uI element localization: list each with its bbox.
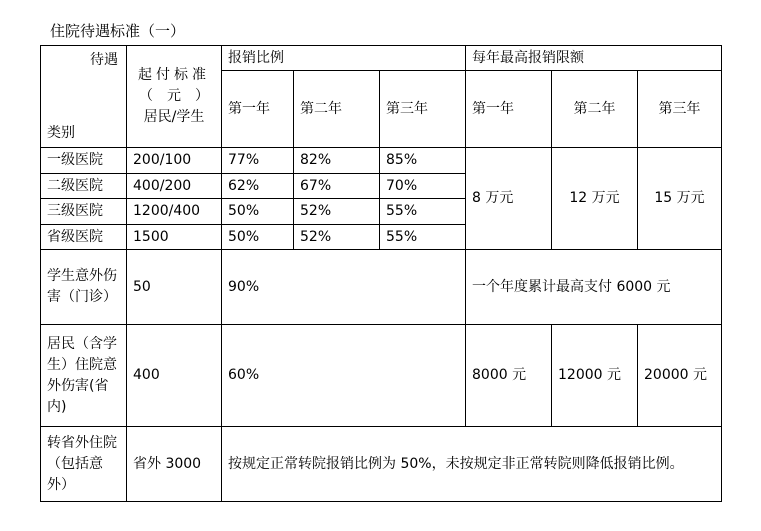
student-injury-category: 学生意外伤害（门诊） <box>41 250 127 325</box>
deductible-header-line2: （ 元 ） <box>139 88 209 104</box>
ratio-year2-header: 第二年 <box>294 71 380 148</box>
resident-injury-limit-year1: 8000 元 <box>466 325 552 427</box>
hospital-ratio-year2: 52% <box>294 225 380 250</box>
ratio-year1-header: 第一年 <box>222 71 294 148</box>
student-injury-ratio: 90% <box>222 250 466 325</box>
corner-header-cell <box>41 46 127 148</box>
hospital-ratio-year2: 82% <box>294 148 380 174</box>
resident-injury-ratio: 60% <box>222 325 466 427</box>
hospital-deductible: 1200/400 <box>127 199 222 225</box>
treatment-standard-table <box>40 45 722 502</box>
hospital-category: 一级医院 <box>41 148 127 174</box>
resident-injury-deductible: 400 <box>127 325 222 427</box>
limit-year2-header: 第二年 <box>552 71 638 148</box>
ratio-group-header: 报销比例 <box>222 46 466 71</box>
hospital-category: 省级医院 <box>41 225 127 250</box>
table-row <box>41 325 722 427</box>
hospital-ratio-year1: 62% <box>222 174 294 199</box>
transfer-deductible: 省外 3000 <box>127 427 222 502</box>
limit-year1-header: 第一年 <box>466 71 552 148</box>
resident-injury-limit-year2: 12000 元 <box>552 325 638 427</box>
hospital-ratio-year2: 67% <box>294 174 380 199</box>
limit-group-header: 每年最高报销限额 <box>466 46 722 71</box>
hospital-category: 三级医院 <box>41 199 127 225</box>
transfer-category: 转省外住院（包括意外） <box>41 427 127 502</box>
student-injury-limit: 一个年度累计最高支付 6000 元 <box>466 250 722 325</box>
resident-injury-category: 居民（含学生）住院意外伤害(省内) <box>41 325 127 427</box>
deductible-header <box>127 46 222 148</box>
hospital-limit-year1: 8 万元 <box>466 148 552 250</box>
table-row <box>41 427 722 502</box>
hospital-deductible: 400/200 <box>127 174 222 199</box>
corner-header-top: 待遇 <box>90 52 118 68</box>
page-title: 住院待遇标准（一） <box>50 22 186 40</box>
hospital-ratio-year2: 52% <box>294 199 380 225</box>
hospital-limit-year2: 12 万元 <box>552 148 638 250</box>
hospital-deductible: 1500 <box>127 225 222 250</box>
hospital-ratio-year3: 70% <box>380 174 466 199</box>
table-row <box>41 250 722 325</box>
header-row-1 <box>41 46 722 71</box>
limit-year3-header: 第三年 <box>638 71 722 148</box>
deductible-header-line3: 居民/学生 <box>143 109 205 125</box>
ratio-year3-header: 第三年 <box>380 71 466 148</box>
hospital-ratio-year1: 77% <box>222 148 294 174</box>
transfer-note: 按规定正常转院报销比例为 50%，未按规定非正常转院则降低报销比例。 <box>222 427 722 502</box>
corner-header-bottom: 类别 <box>47 125 75 141</box>
table-row <box>41 148 722 174</box>
student-injury-deductible: 50 <box>127 250 222 325</box>
hospital-category: 二级医院 <box>41 174 127 199</box>
hospital-ratio-year3: 85% <box>380 148 466 174</box>
hospital-ratio-year3: 55% <box>380 225 466 250</box>
hospital-limit-year3: 15 万元 <box>638 148 722 250</box>
resident-injury-limit-year3: 20000 元 <box>638 325 722 427</box>
hospital-ratio-year3: 55% <box>380 199 466 225</box>
hospital-ratio-year1: 50% <box>222 199 294 225</box>
hospital-deductible: 200/100 <box>127 148 222 174</box>
deductible-header-line1: 起付标准 <box>138 67 210 83</box>
hospital-ratio-year1: 50% <box>222 225 294 250</box>
